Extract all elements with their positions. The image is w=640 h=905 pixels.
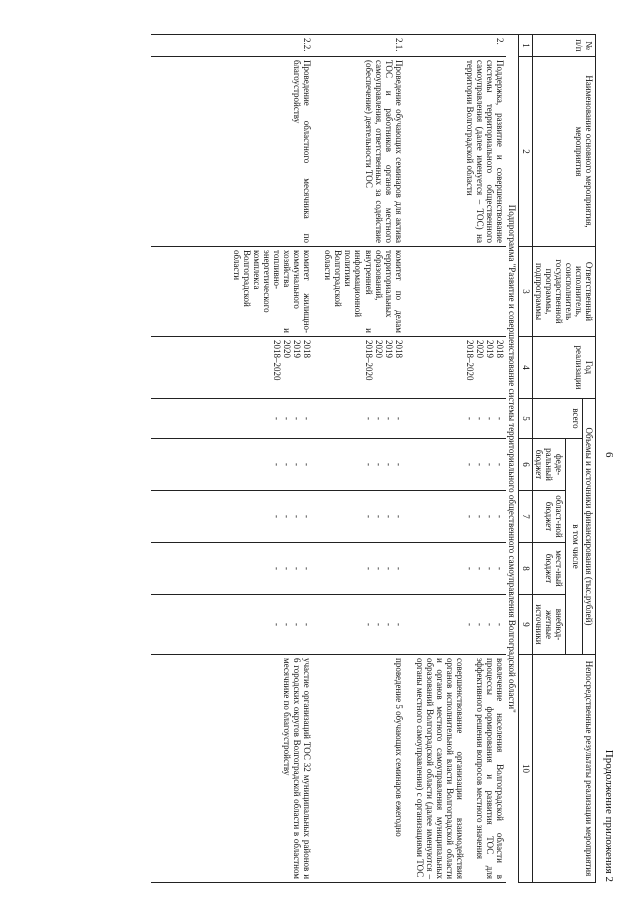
year-value: 2018–2020 <box>363 340 374 381</box>
regional-values: - - - - <box>151 491 322 543</box>
year-value: 2020 <box>373 340 384 358</box>
header-num: № п/п <box>532 35 595 57</box>
program-table <box>151 34 596 883</box>
result-text: совершенствование организации взаимодействия органов исполнительной власти Волгоградской области и органов местного самоуправления муниципальных образований Волгоградской области (далее именуются – органы местного самоуправления) с организациями ТОС <box>414 658 466 880</box>
col-number: 4 <box>519 337 532 399</box>
col-number: 2 <box>519 57 532 247</box>
row-results: проведение 5 обучающих семинаров ежегодно <box>322 655 414 883</box>
row-results <box>414 655 507 883</box>
col-number: 10 <box>519 655 532 883</box>
total-values: - - - - <box>151 399 322 439</box>
year-value: 2018 <box>302 340 313 358</box>
table-row <box>151 35 322 883</box>
year-value: 2019 <box>485 340 496 358</box>
header-name: Наименование основного мероприятия, мероприятия <box>532 57 595 247</box>
local-values: - - - - <box>322 543 414 595</box>
regional-values: - - - - <box>414 491 507 543</box>
extrabudget-values: - - - - <box>322 595 414 655</box>
row-years <box>151 337 322 399</box>
col-number: 9 <box>519 595 532 655</box>
header-extrabudget: внебюд-жетные источники <box>532 595 565 655</box>
year-value: 2019 <box>383 340 394 358</box>
row-executor <box>414 247 507 337</box>
extrabudget-values: - - - - <box>151 595 322 655</box>
table-row <box>322 35 414 883</box>
row-executor: комитет жилищно-коммунального хозяйства и топливно-энергетического комплекса Волгоградской области <box>151 247 322 337</box>
year-value: 2018–2020 <box>465 340 476 381</box>
row-years <box>414 337 507 399</box>
row-name: Проведение областного месячника по благоустройству <box>151 57 322 247</box>
table-row <box>414 35 507 883</box>
header-results: Непосредственные результаты реализации мероприятия <box>532 655 595 883</box>
total-values: - - - - <box>414 399 507 439</box>
row-years <box>322 337 414 399</box>
col-number: 6 <box>519 439 532 491</box>
row-name: Поддержка, развитие и совершенствование системы территориального общественного самоуправления (далее именуется – ТОС) на территории Волгоградской области <box>414 57 507 247</box>
header-executor: Ответственный исполнитель, соисполнитель государственной программы, подпрограммы <box>532 247 595 337</box>
regional-values: - - - - <box>322 491 414 543</box>
local-values: - - - - <box>151 543 322 595</box>
header-row-1 <box>582 35 595 883</box>
header-year: Год реализации <box>532 337 595 399</box>
header-federal: феде-ральный бюджет <box>532 439 565 491</box>
column-numbers-row <box>519 35 532 883</box>
col-number: 7 <box>519 491 532 543</box>
subprogram-row <box>506 35 519 883</box>
continuation-label: Продолжение приложения 2 <box>603 749 615 882</box>
header-total: всего <box>532 399 582 439</box>
year-value: 2020 <box>281 340 292 358</box>
year-value: 2018 <box>393 340 404 358</box>
subprogram-title: Подпрограмма "Развитие и совершенствование системы территориального общественного самоуправления Волгоградской области" <box>506 35 519 883</box>
year-value: 2019 <box>292 340 303 358</box>
header-local: мест-ный бюджет <box>532 543 565 595</box>
rotated-document <box>18 28 618 888</box>
federal-values: - - - - <box>414 439 507 491</box>
col-number: 8 <box>519 543 532 595</box>
row-name: Проведение обучающих семинаров для актива ТОС и работников органов местного самоуправления, ответственных за содействие (обеспечение) деятельности ТОС <box>322 57 414 247</box>
header-including: в том числе <box>565 439 582 655</box>
col-number: 5 <box>519 399 532 439</box>
row-number: 2. <box>414 35 507 57</box>
page-number: 6 <box>603 452 615 458</box>
result-text: вовлечение населения Волгоградской области в процессы формирования и развития ТОС для эффективного решения вопросов местного значения <box>475 658 506 880</box>
header-regional: област-ной бюджет <box>532 491 565 543</box>
federal-values: - - - - <box>322 439 414 491</box>
row-number: 2.1. <box>322 35 414 57</box>
year-value: 2018–2020 <box>271 340 282 381</box>
col-number: 3 <box>519 247 532 337</box>
year-value: 2018 <box>495 340 506 358</box>
federal-values: - - - - <box>151 439 322 491</box>
total-values: - - - - <box>322 399 414 439</box>
col-number: 1 <box>519 35 532 57</box>
extrabudget-values: - - - - <box>414 595 507 655</box>
header-funding: Объемы и источники финансирования (тыс.рублей) <box>582 399 595 655</box>
row-number: 2.2. <box>151 35 322 57</box>
year-value: 2020 <box>475 340 486 358</box>
local-values: - - - - <box>414 543 507 595</box>
row-results: участие организаций ТОС 32 муниципальных районов и 6 городских округов Волгоградской области в областном месячнике по благоустройству <box>151 655 322 883</box>
row-executor: комитет по делам территориальных образований, внутренней и информационной политики Волгоградской области <box>322 247 414 337</box>
